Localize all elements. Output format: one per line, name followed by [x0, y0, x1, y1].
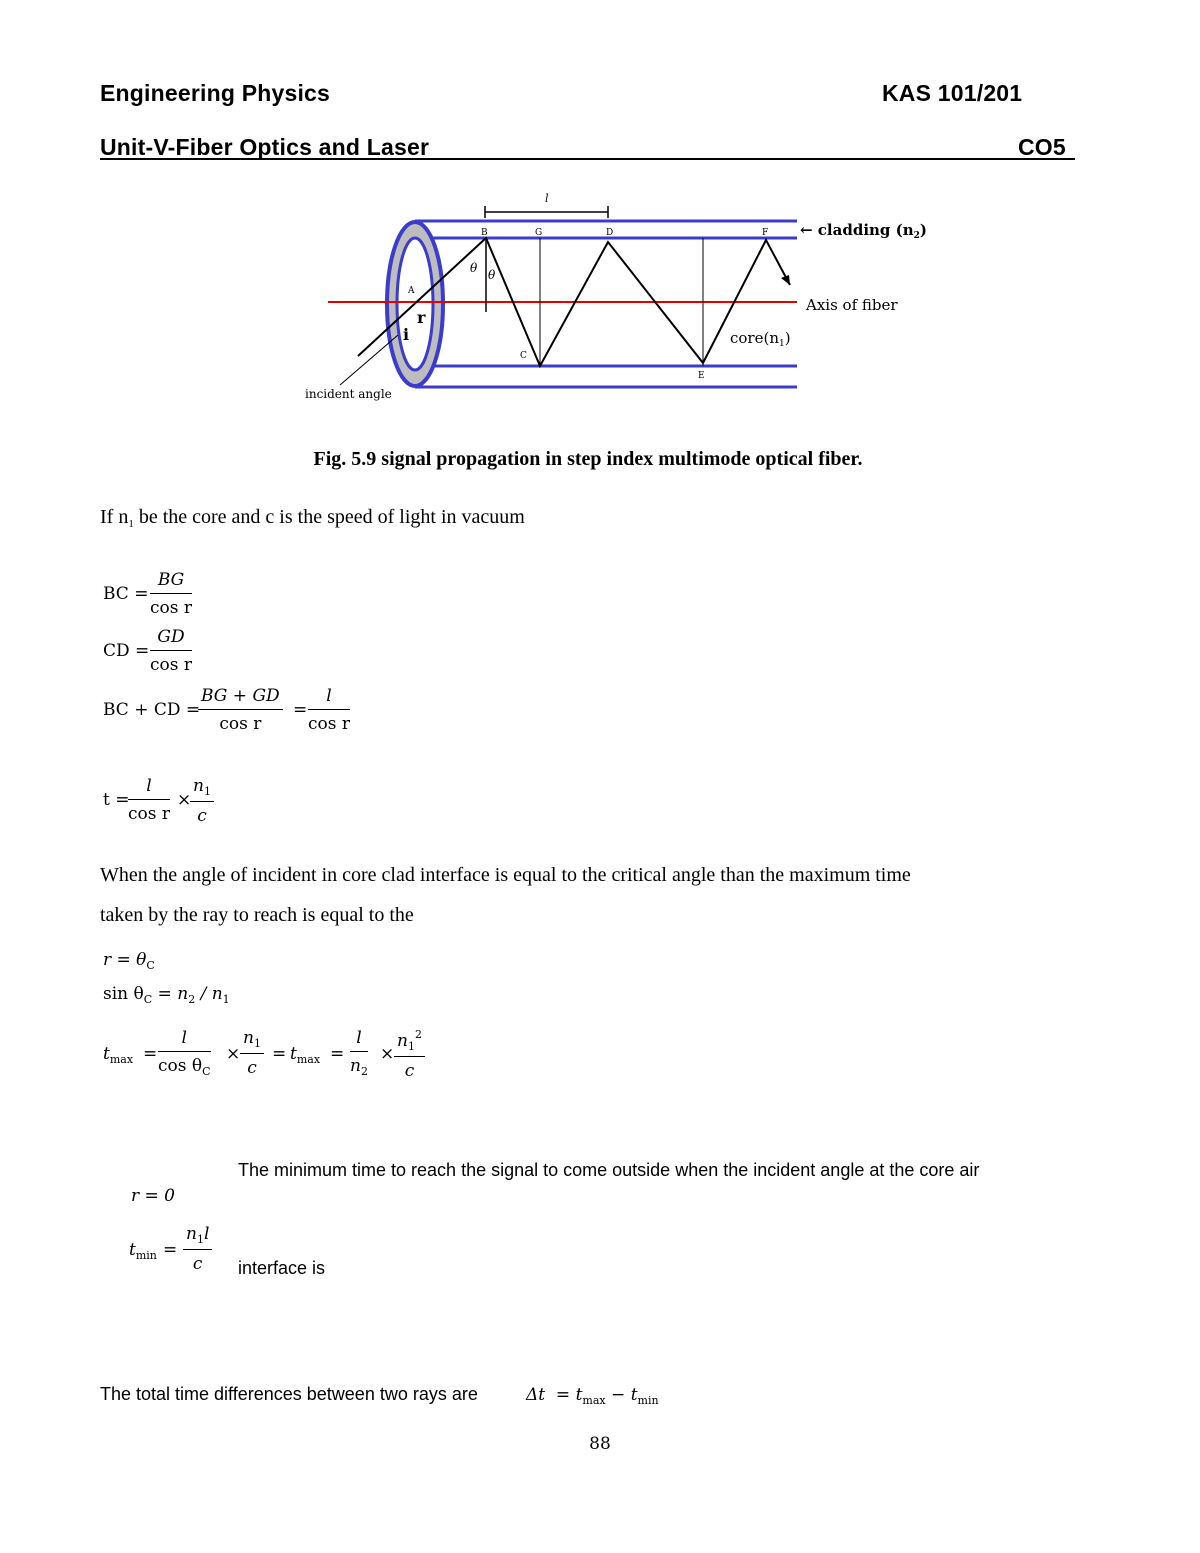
eq-tmin-fraction: $\frac{n_1l}{c}$ [183, 1224, 212, 1274]
eq-r-zero: r = 0 [131, 1186, 175, 1206]
eq-t-fraction-2: $\frac{n_1}{c}$ [190, 776, 214, 826]
label-theta-1: θ [470, 261, 478, 275]
label-r: r [417, 308, 426, 327]
eq-sum-lhs: BC + CD = [103, 700, 201, 720]
eq-t-fraction: $\frac{l}{\text{cos r}}$ [128, 776, 171, 824]
eq-cd-fraction: $\frac{GD}{\text{cos r}}$ [150, 627, 193, 675]
label-axis: Axis of fiber [806, 296, 898, 314]
eq-t-times: × [177, 790, 192, 810]
eq-sum-fraction: $\frac{BG + GD}{\text{cos r}}$ [198, 686, 283, 734]
label-D: D [606, 228, 614, 238]
label-cladding: ← cladding $(n_2)$ [800, 221, 928, 241]
label-A: A [408, 286, 415, 296]
header-underline [100, 158, 1075, 160]
eq-tmin-lhs: $t_{min}$ [129, 1240, 157, 1262]
eq-tmax-equals: = [143, 1044, 158, 1064]
label-i: i [403, 325, 410, 344]
eq-cd-lhs: CD = [103, 641, 150, 661]
label-G: G [535, 228, 543, 238]
page-number: 88 [589, 1434, 611, 1454]
eq-sin-theta: $\sin \theta_C = n_2 / n_1$ [103, 984, 230, 1006]
figure-caption: Fig. 5.9 signal propagation in step index multimode optical fiber. [313, 448, 863, 470]
eq-tmax-equals-2: = [272, 1044, 287, 1064]
eq-tmax-lhs: $t_{max}$ [103, 1044, 134, 1066]
eq-sum-fraction-2: $\frac{l}{\text{cos r}}$ [308, 686, 351, 734]
label-incident-angle: incident angle [305, 387, 392, 401]
label-theta-2: θ [488, 268, 496, 282]
label-l: l [545, 192, 549, 205]
eq-t-lhs: t = [103, 790, 130, 810]
eq-tmax-fraction: $\frac{l}{\cos \theta_C}$ [158, 1028, 211, 1078]
eq-tmax-times: × [226, 1044, 241, 1064]
unit-title: Unit-V-Fiber Optics and Laser [100, 134, 430, 160]
fiber-propagation-diagram [300, 180, 928, 410]
eq-tmax-n1-fraction: $\frac{n_1}{c}$ [240, 1028, 264, 1078]
eq-tmax-n2-fraction: $\frac{l}{n_2}$ [350, 1028, 368, 1078]
eq-sum-equals: = [293, 700, 308, 720]
ray-arrow-head [781, 275, 790, 285]
intro-text: If $n_1$ be the core and c is the speed of light in vacuum [100, 506, 525, 530]
paragraph-critical-angle-2: taken by the ray to reach is equal to the [100, 904, 414, 926]
paragraph-critical-angle-1: When the angle of incident in core clad interface is equal to the critical angle than the maximum time [100, 864, 911, 886]
incident-pointer [340, 335, 398, 385]
eq-bc-fraction: $\frac{BG}{\text{cos r}}$ [150, 570, 193, 618]
eq-tmax-times-2: × [380, 1044, 395, 1064]
course-outcome: CO5 [1018, 134, 1066, 160]
label-B: B [481, 228, 488, 238]
label-E: E [698, 371, 705, 381]
eq-tmax-equals-3: = [330, 1044, 345, 1064]
paragraph-total-difference: The total time differences between two rays are [100, 1384, 478, 1404]
document-title: Engineering Physics [100, 80, 331, 106]
label-F: F [762, 228, 769, 238]
eq-tmax-lhs-2: $t_{max}$ [290, 1044, 321, 1066]
interface-text: interface is [238, 1258, 326, 1278]
eq-tmin-equals: = [163, 1240, 178, 1260]
course-code: KAS 101/201 [882, 80, 1023, 106]
paragraph-minimum-time: The minimum time to reach the signal to come outside when the incident angle at the core air [238, 1160, 980, 1180]
eq-delta-t: $\Delta t = t_{max} - t_{min}$ [526, 1385, 659, 1407]
label-C: C [520, 351, 527, 361]
eq-bc-lhs: BC = [103, 584, 149, 604]
eq-r-theta: $r = \theta_C$ [103, 950, 155, 972]
label-core: $core(n_1)$ [730, 329, 791, 349]
eq-tmax-n1sq-fraction: $\frac{n_1^2}{c}$ [394, 1028, 425, 1081]
